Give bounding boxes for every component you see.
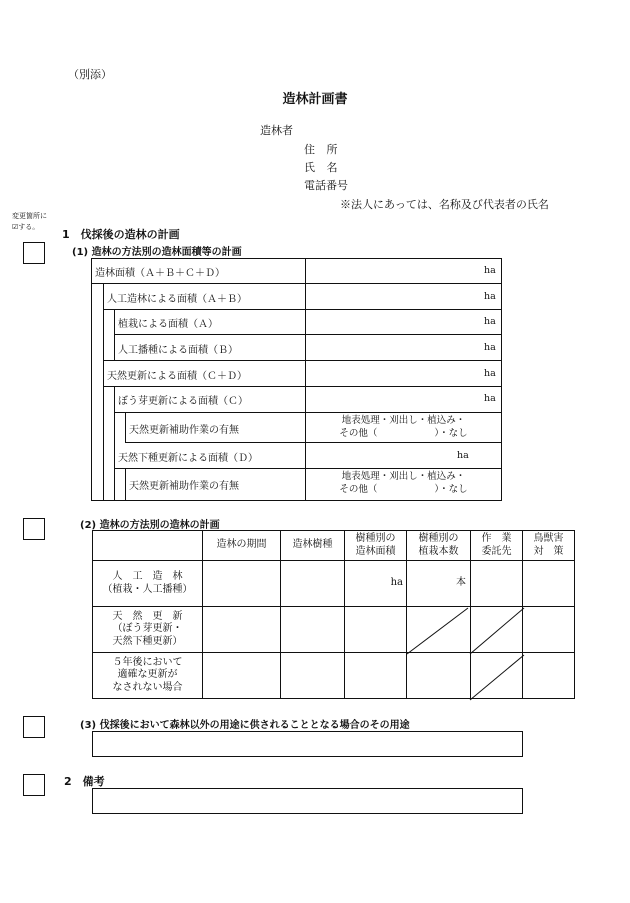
unit-ha: ha: [484, 316, 496, 327]
section2-heading: 2 備考: [64, 775, 105, 788]
row-support-work-2: 天然更新補助作業の有無: [129, 481, 239, 492]
row-planting-area: 植栽による面積（Ａ）: [118, 319, 218, 330]
row-support-work-1: 天然更新補助作業の有無: [129, 425, 239, 436]
phone-label: 電話番号: [304, 179, 348, 192]
unit-ha: ha: [484, 368, 496, 379]
col-header-species: 造林樹種: [281, 531, 345, 561]
side-note: 変更箇所に ☑する。: [12, 212, 47, 231]
unit-ha: ha: [484, 265, 496, 276]
row-natural-area: 天然更新による面積（Ｃ＋Ｄ）: [107, 371, 247, 382]
change-checkbox-subsection3[interactable]: [23, 716, 45, 738]
row-artificial-area: 人工造林による面積（Ａ＋Ｂ）: [107, 294, 247, 305]
address-label: 住 所: [304, 143, 342, 156]
remarks-field[interactable]: [92, 788, 523, 814]
unit-ha: ha: [457, 450, 469, 461]
unit-hon-cell: 本: [407, 561, 471, 607]
col-header-period: 造林の期間: [203, 531, 281, 561]
subsection1-heading: (1) 造林の方法別の造林面積等の計画: [72, 247, 242, 258]
attachment-note: （別添）: [68, 68, 112, 81]
row-label-failure: ５年後において 適確な更新が なされない場合: [93, 653, 203, 699]
support-options-1: 地表処理・刈出し・植込み・ その他（ ）・なし: [339, 415, 468, 439]
col-header-planting-count: 樹種別の 植栽本数: [407, 531, 471, 561]
col-header-species-area: 樹種別の 造林面積: [345, 531, 407, 561]
page-title: 造林計画書: [282, 92, 348, 107]
row-total-area: 造林面積（Ａ＋Ｂ＋Ｃ＋Ｄ）: [95, 268, 225, 279]
row-label-artificial: 人 工 造 林 （植栽・人工播種）: [93, 561, 203, 607]
unit-ha: ha: [484, 393, 496, 404]
section1-heading: 1 伐採後の造林の計画: [62, 228, 180, 241]
unit-ha-cell: ha: [345, 561, 407, 607]
row-seedfall-area: 天然下種更新による面積（Ｄ）: [118, 453, 258, 464]
row-seeding-area: 人工播種による面積（Ｂ）: [118, 345, 238, 356]
col-header-contractor: 作 業 委託先: [471, 531, 523, 561]
unit-ha: ha: [484, 291, 496, 302]
support-options-2: 地表処理・刈出し・植込み・ その他（ ）・なし: [339, 471, 468, 495]
col-header-wildlife: 鳥獣害 対 策: [523, 531, 575, 561]
row-sprout-area: ぼう芽更新による面積（Ｃ）: [118, 396, 248, 407]
corporation-note: ※法人にあっては、名称及び代表者の氏名: [340, 198, 549, 211]
name-label: 氏 名: [304, 161, 342, 174]
row-label-natural: 天 然 更 新 （ぼう芽更新・ 天然下種更新）: [93, 607, 203, 653]
change-checkbox-section2[interactable]: [23, 774, 45, 796]
unit-ha: ha: [484, 342, 496, 353]
other-use-field[interactable]: [92, 731, 523, 757]
applicant-label: 造林者: [260, 124, 293, 137]
subsection2-heading: (2) 造林の方法別の造林の計画: [80, 520, 220, 531]
subsection3-heading: (3) 伐採後において森林以外の用途に供されることとなる場合のその用途: [80, 720, 410, 731]
